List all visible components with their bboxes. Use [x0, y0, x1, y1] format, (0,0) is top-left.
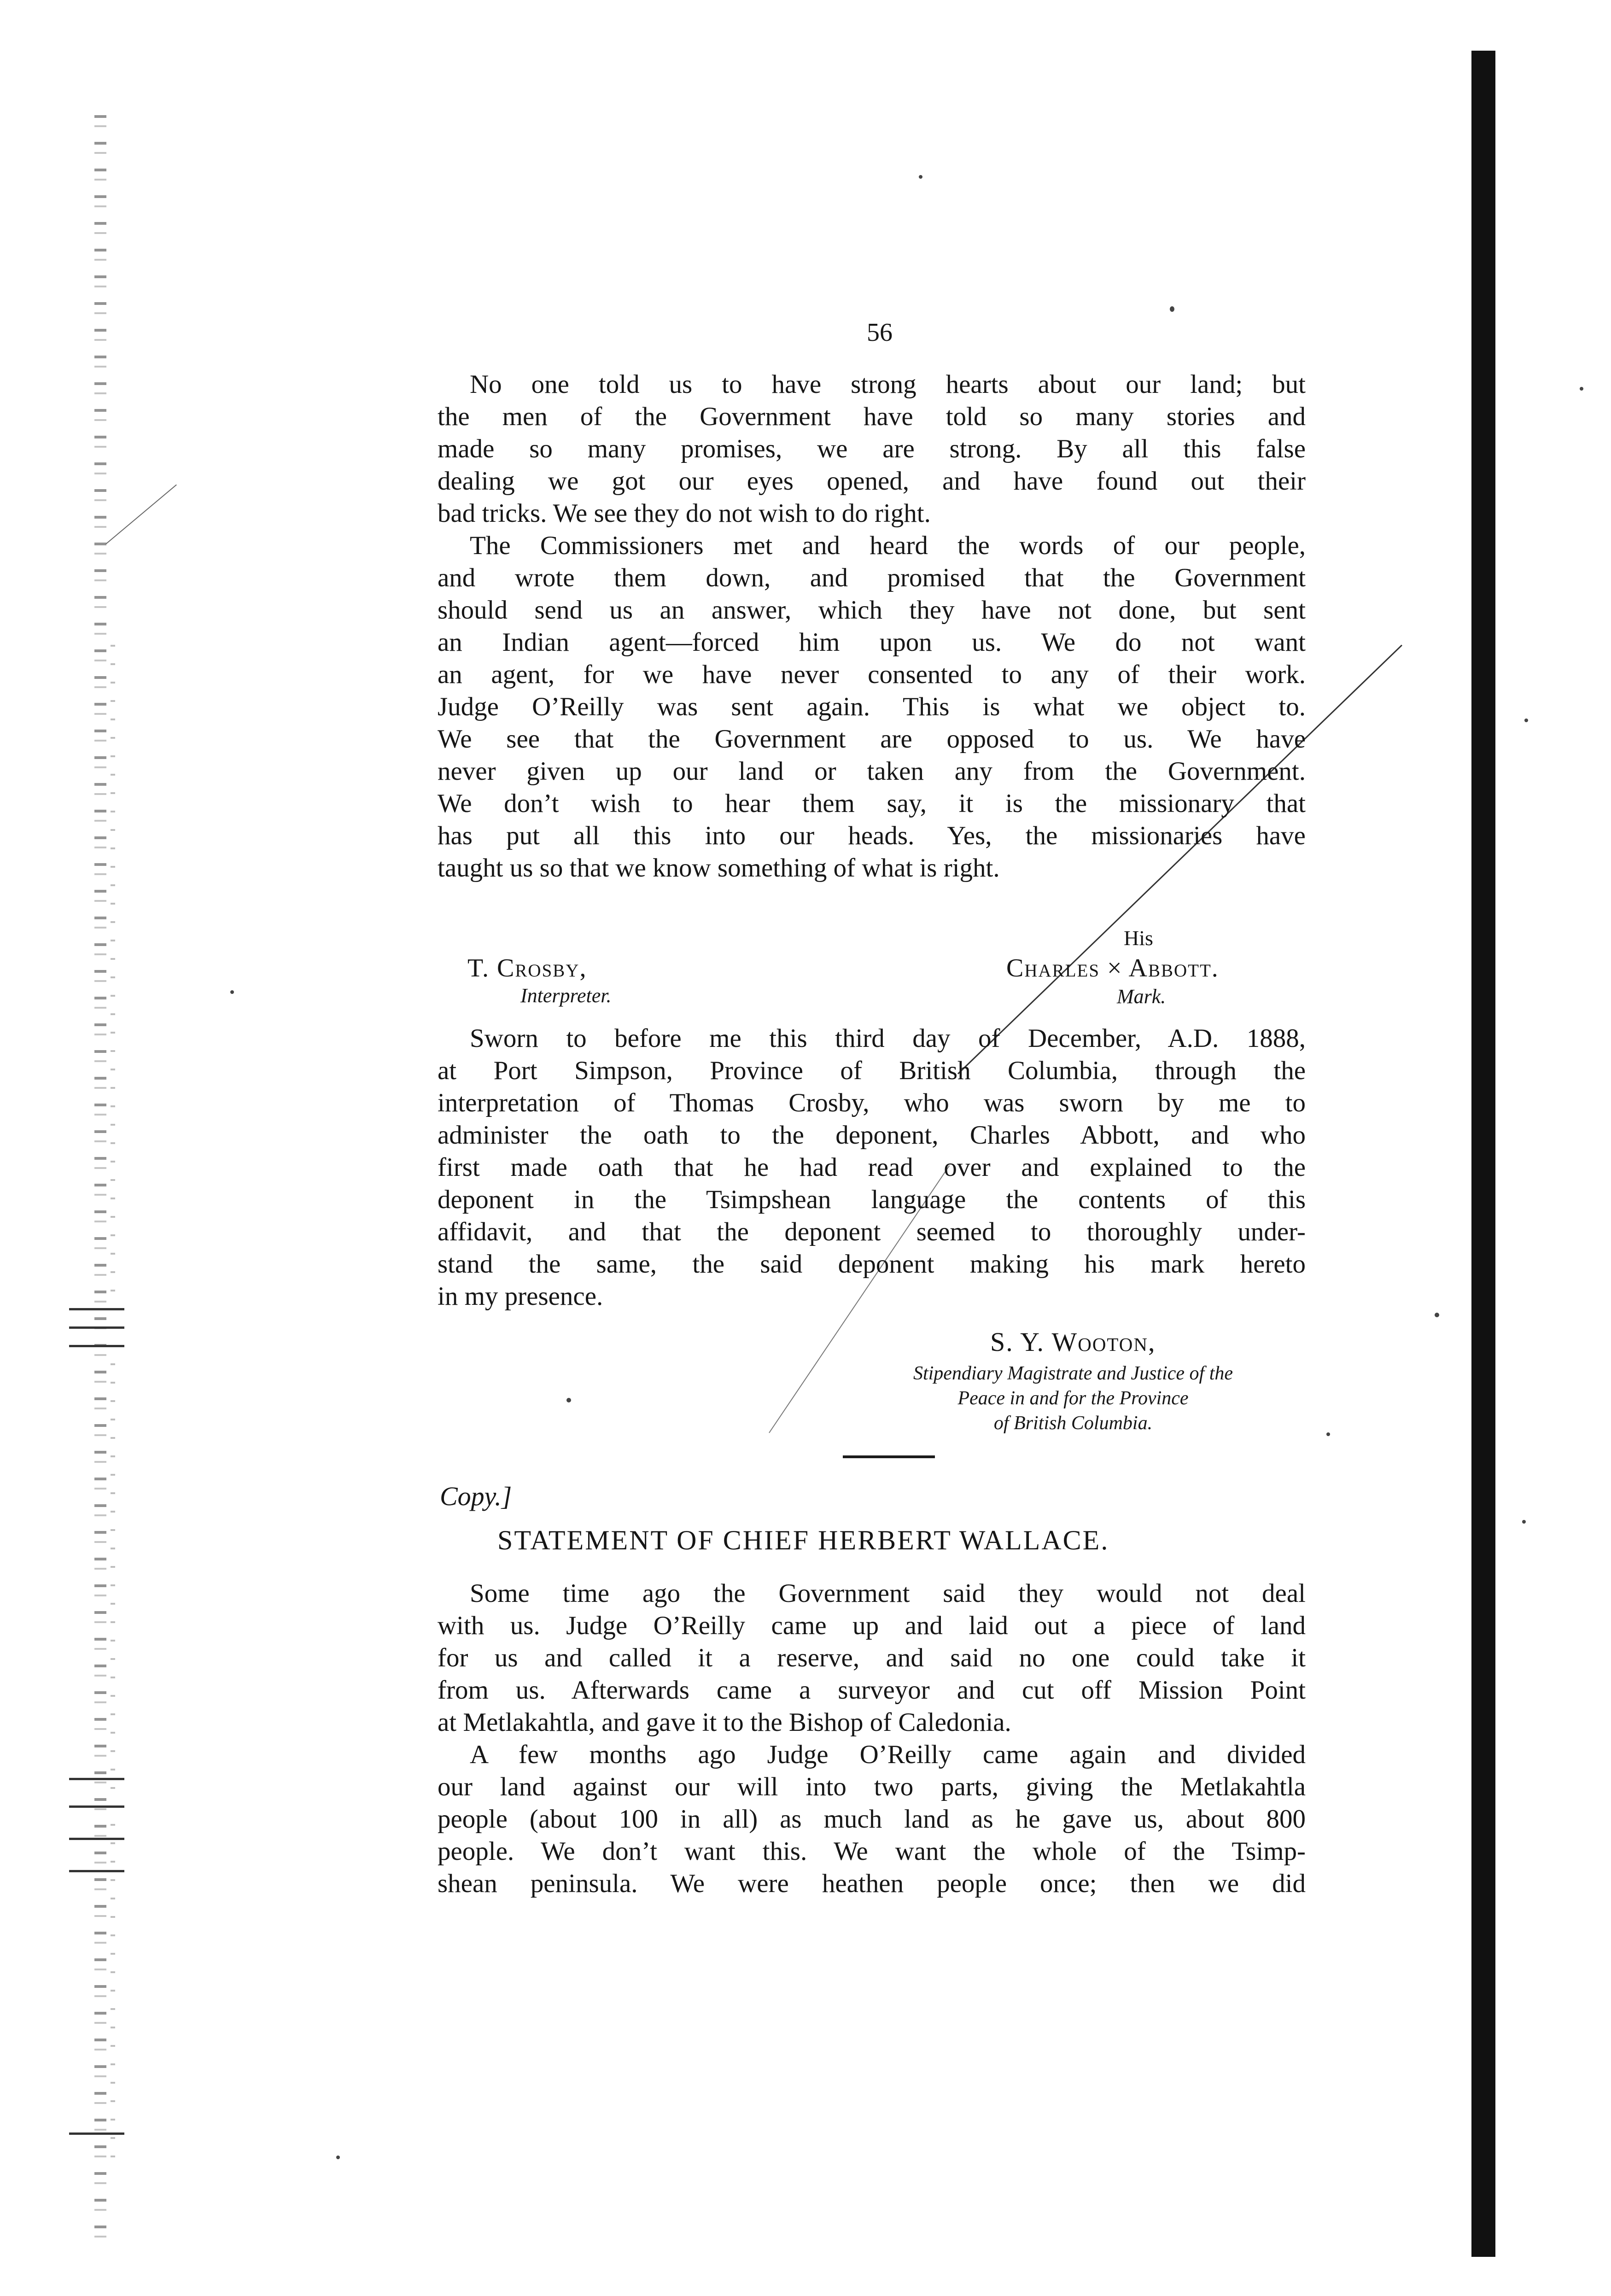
scan-left-margin-noise-inner [111, 645, 115, 2165]
margin-rule [69, 1345, 124, 1347]
text-line: first made oath that he had read over and explained to the [438, 1153, 1306, 1182]
text-line: made so many promises, we are strong. By all this false [438, 434, 1306, 463]
text-line: in my presence. [438, 1282, 603, 1311]
copy-label-text: Copy.] [440, 1481, 512, 1511]
text-line: has put all this into our heads. Yes, the missionaries have [438, 821, 1306, 850]
text-line: at Metlakahtla, and gave it to the Bishop of Caledonia. [438, 1708, 1011, 1737]
text-line: shean peninsula. We were heathen people once; then we did [438, 1869, 1306, 1898]
statement-paragraph [438, 1577, 1306, 1739]
magistrate-title-line: Peace in and for the Province [957, 1388, 1189, 1409]
text-line: administer the oath to the deponent, Charles Abbott, and who [438, 1121, 1306, 1150]
mark-label: Mark. [1117, 985, 1166, 1008]
affidavit-paragraph [438, 368, 1306, 530]
text-line: at Port Simpson, Province of British Columbia, through the [438, 1056, 1306, 1085]
margin-rule [69, 1308, 124, 1310]
text-line: taught us so that we know something of what is right. [438, 853, 1000, 882]
text-line: Some time ago the Government said they would not deal [470, 1579, 1306, 1608]
page-number: 56 [867, 318, 893, 347]
text-line: people. We don’t want this. We want the whole of the Tsimp- [438, 1837, 1306, 1866]
copy-label [440, 1481, 512, 1512]
deponent-signature: Charles × Abbott. [1006, 954, 1219, 982]
text-line: our land against our will into two parts, giving the Metlakahtla [438, 1772, 1306, 1801]
statement-heading: STATEMENT OF CHIEF HERBERT WALLACE. [497, 1525, 1109, 1555]
magistrate-title-line: of British Columbia. [993, 1413, 1153, 1434]
margin-rule [69, 2132, 124, 2135]
text-line: from us. Afterwards came a surveyor and cut off Mission Point [438, 1676, 1306, 1705]
magistrate-title [838, 1361, 1308, 1436]
text-line: stand the same, the said deponent making his mark hereto [438, 1250, 1306, 1279]
text-line: dealing we got our eyes opened, and have found out their [438, 467, 1306, 496]
text-line: A few months ago Judge O’Reilly came again and divided [470, 1740, 1306, 1769]
statement-paragraph [438, 1739, 1306, 1900]
text-line: Sworn to before me this third day of December, A.D. 1888, [470, 1024, 1306, 1053]
margin-rule [69, 1870, 124, 1872]
stray-pen-line [105, 485, 176, 544]
text-line: affidavit, and that the deponent seemed to thoroughly under- [438, 1217, 1306, 1246]
interpreter-signature [467, 953, 612, 1007]
margin-rule [69, 1778, 124, 1780]
magistrate-name: S. Y. Wooton, [990, 1327, 1156, 1357]
text-line: never given up our land or taken any from the Government. [438, 757, 1306, 786]
text-line: with us. Judge O’Reilly came up and laid out a piece of land [438, 1611, 1306, 1640]
text-line: an agent, for we have never consented to any of their work. [438, 660, 1306, 689]
magistrate-title-line: Stipendiary Magistrate and Justice of the [913, 1363, 1233, 1384]
text-line: people (about 100 in all) as much land as he gave us, about 800 [438, 1805, 1306, 1834]
scan-edge-bar [1471, 51, 1495, 2257]
text-line: We don’t wish to hear them say, it is the missionary that [438, 789, 1306, 818]
text-line: for us and called it a reserve, and said no one could take it [438, 1643, 1306, 1672]
text-line: the men of the Government have told so many stories and [438, 402, 1306, 431]
scan-left-margin-noise [94, 115, 106, 2248]
affidavit-paragraph [438, 530, 1306, 884]
margin-rule [69, 1805, 124, 1808]
text-line: No one told us to have strong hearts about our land; but [470, 370, 1306, 399]
interpreter-name: T. Crosby, [467, 954, 587, 982]
jurat-paragraph [438, 1022, 1306, 1313]
margin-rule [69, 1838, 124, 1840]
text-line: interpretation of Thomas Crosby, who was sworn by me to [438, 1088, 1306, 1117]
section-divider [843, 1455, 935, 1458]
text-line: deponent in the Tsimpshean language the contents of this [438, 1185, 1306, 1214]
text-line: bad tricks. We see they do not wish to do right. [438, 499, 931, 528]
text-line: should send us an answer, which they have not done, but sent [438, 596, 1306, 625]
text-line: and wrote them down, and promised that the Government [438, 563, 1306, 592]
margin-rule [69, 1326, 124, 1329]
text-line: We see that the Government are opposed to us. We have [438, 724, 1306, 754]
interpreter-role: Interpreter. [520, 984, 612, 1007]
his-label: His [1124, 926, 1153, 950]
text-line: The Commissioners met and heard the words of our people, [470, 531, 1306, 560]
text-line: an Indian agent—forced him upon us. We do not want [438, 628, 1306, 657]
text-line: Judge O’Reilly was sent again. This is what we object to. [438, 692, 1306, 721]
